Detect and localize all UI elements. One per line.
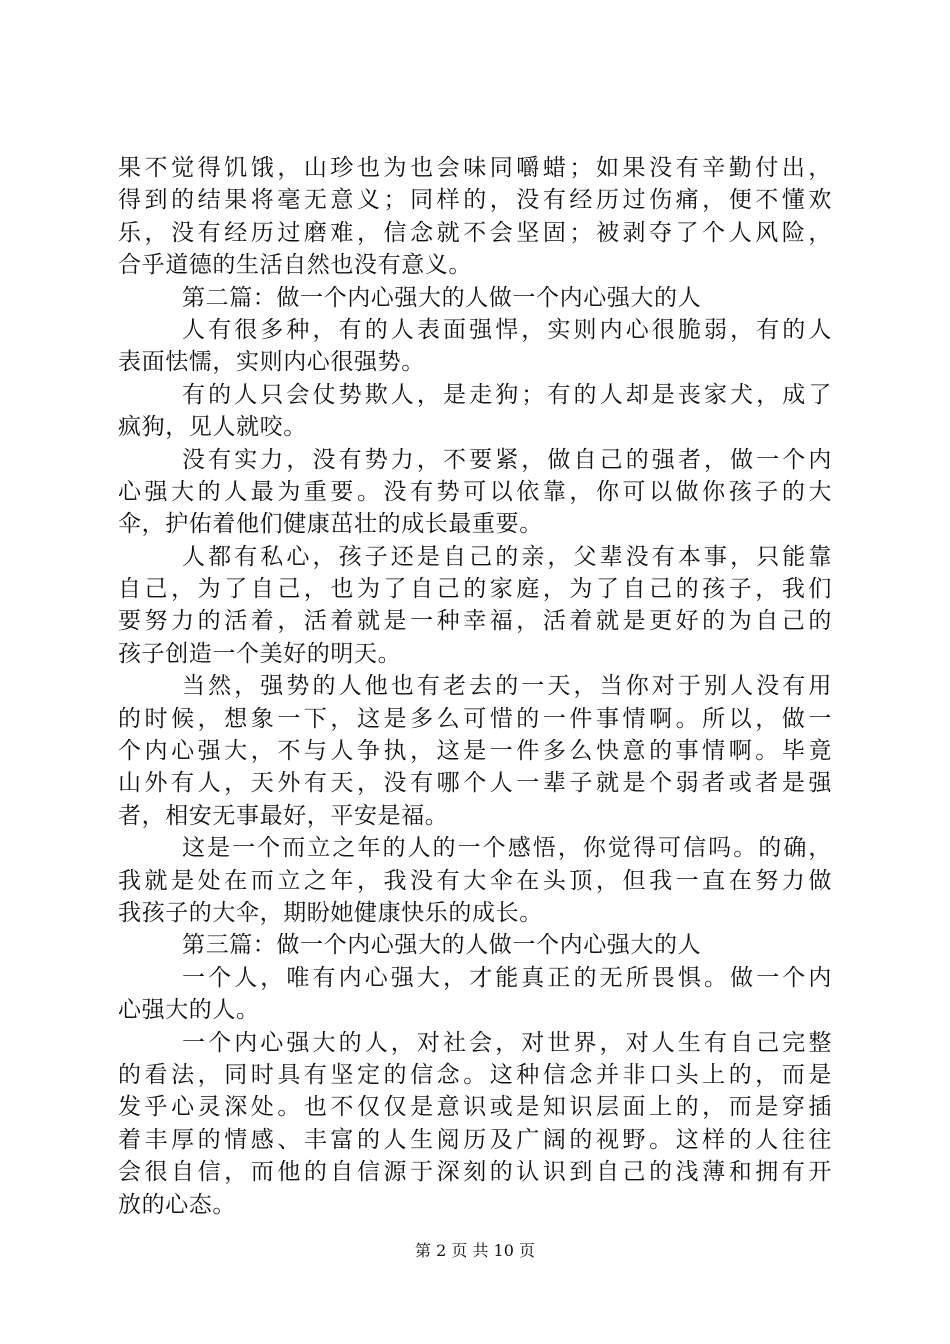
text-line: 发乎心灵深处。也不仅仅是意识或是知识层面上的，而是穿插	[118, 1094, 832, 1121]
text-line: 这是一个而立之年的人的一个感悟，你觉得可信吗。的确，	[182, 835, 832, 862]
text-line: 放的心态。	[118, 1191, 236, 1218]
section-heading-2: 第二篇：做一个内心强大的人做一个内心强大的人	[182, 284, 702, 311]
text-line: 会很自信，而他的自信源于深刻的认识到自己的浅薄和拥有开	[118, 1159, 832, 1186]
text-line: 合乎道德的生活自然也没有意义。	[118, 252, 472, 279]
text-line: 一个人，唯有内心强大，才能真正的无所畏惧。做一个内	[182, 964, 832, 991]
page-number-footer: 第 2 页 共 10 页	[415, 1241, 535, 1260]
text-line: 的看法，同时具有坚定的信念。这种信念并非口头上的，而是	[118, 1061, 832, 1088]
body-text	[118, 152, 832, 1221]
text-line: 得到的结果将毫无意义；同样的，没有经历过伤痛，便不懂欢	[118, 187, 832, 214]
text-line: 心强大的人最为重要。没有势可以依靠，你可以做你孩子的大	[118, 478, 832, 505]
text-line: 乐，没有经历过磨难，信念就不会坚固；被剥夺了个人风险，	[118, 219, 832, 246]
text-line: 的时候，想象一下，这是多么可惜的一件事情啊。所以，做一	[118, 705, 832, 732]
text-line: 伞，护佑着他们健康茁壮的成长最重要。	[118, 511, 543, 538]
text-line: 个内心强大，不与人争执，这是一件多么快意的事情啊。毕竟	[118, 738, 832, 765]
section-heading-3: 第三篇：做一个内心强大的人做一个内心强大的人	[182, 932, 702, 959]
text-line: 我就是处在而立之年，我没有大伞在头顶，但我一直在努力做	[118, 867, 832, 894]
text-line: 果不觉得饥饿，山珍也为也会味同嚼蜡；如果没有辛勤付出，	[118, 155, 832, 181]
text-line: 山外有人，天外有天，没有哪个人一辈子就是个弱者或者是强	[118, 770, 832, 797]
text-line: 者，相安无事最好，平安是福。	[118, 802, 449, 829]
text-line: 自己，为了自己，也为了自己的家庭，为了自己的孩子，我们	[118, 576, 832, 603]
text-line: 疯狗，见人就咬。	[118, 414, 307, 441]
text-line: 人有很多种，有的人表面强悍，实则内心很脆弱，有的人	[182, 316, 832, 343]
text-line: 没有实力，没有势力，不要紧，做自己的强者，做一个内	[182, 446, 832, 473]
text-line: 着丰厚的情感、丰富的人生阅历及广阔的视野。这样的人往往	[118, 1126, 832, 1153]
text-line: 当然，强势的人他也有老去的一天，当你对于别人没有用	[182, 673, 832, 700]
text-line: 我孩子的大伞，期盼她健康快乐的成长。	[118, 899, 543, 926]
text-line: 一个内心强大的人，对社会，对世界，对人生有自己完整	[182, 1029, 832, 1056]
text-line: 要努力的活着，活着就是一种幸福，活着就是更好的为自己的	[118, 608, 832, 635]
text-line: 心强大的人。	[118, 997, 260, 1024]
text-line: 有的人只会仗势欺人，是走狗；有的人却是丧家犬，成了	[182, 381, 832, 408]
text-line: 人都有私心，孩子还是自己的亲，父辈没有本事，只能靠	[182, 543, 832, 570]
text-line: 表面怯懦，实则内心很强势。	[118, 349, 425, 376]
text-line: 孩子创造一个美好的明天。	[118, 640, 402, 667]
